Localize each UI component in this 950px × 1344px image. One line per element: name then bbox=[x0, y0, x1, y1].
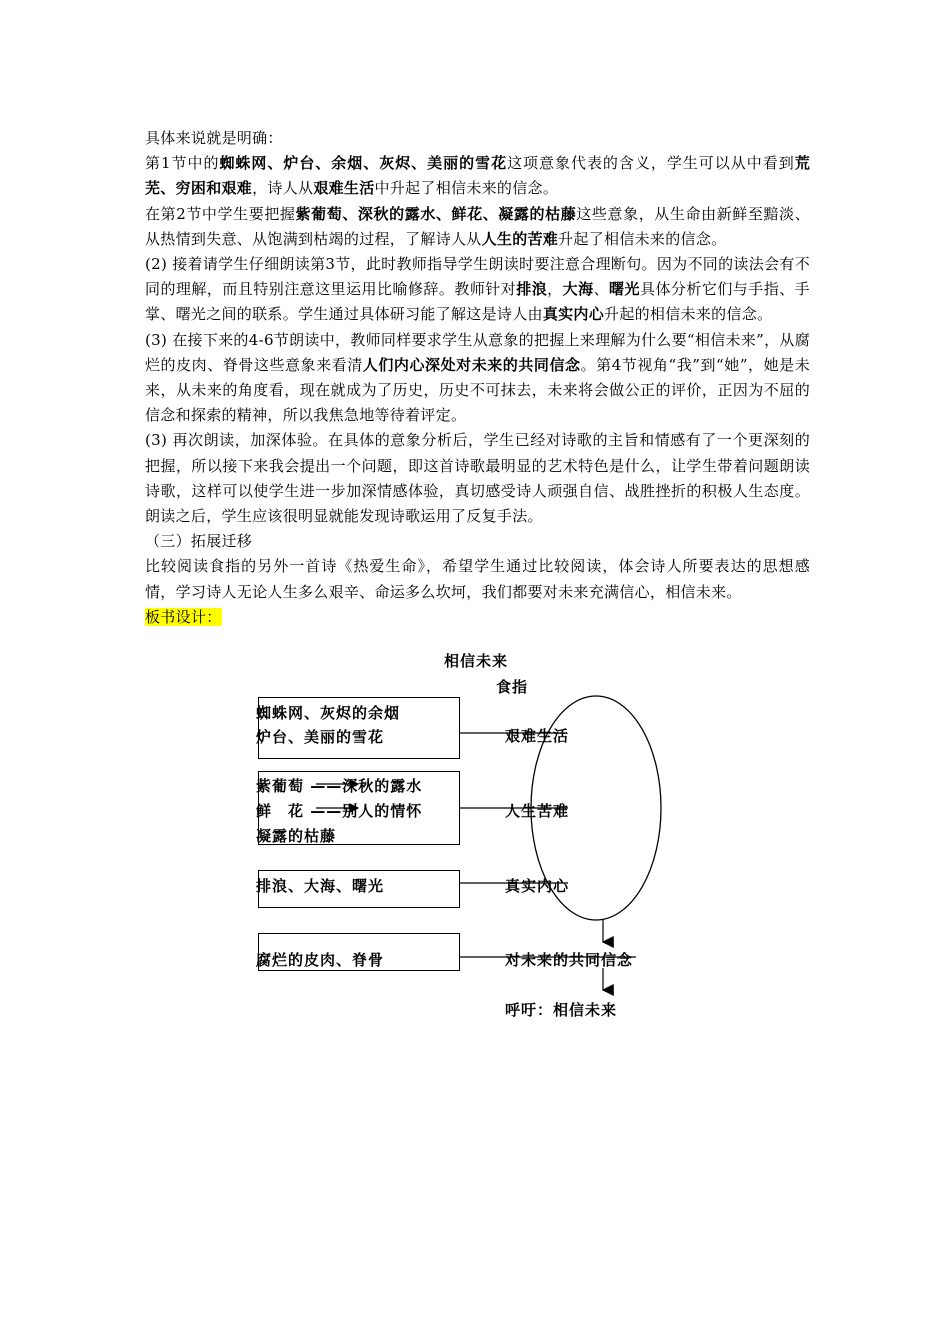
board-design-label: 板书设计： bbox=[145, 607, 222, 626]
right-label-1: 艰难生活 bbox=[505, 727, 570, 745]
paragraph-step2: (2) 接着请学生仔细朗读第3节，此时教师指导学生朗读时要注意合理断句。因为不同的读法会有不同的理解，而且特别注意这里运用比喻修辞。教师针对排浪，大海、曙光具体分析它们与手指、手掌、曙光之间的联系。学生通过具体研习能了解这是诗人由真实内心升起的相信未来的信念。 bbox=[145, 255, 810, 324]
diagram-title: 相信未来 bbox=[444, 652, 509, 670]
diagram-author: 食指 bbox=[496, 678, 529, 696]
box1-line1: 蜘蛛网、灰烬的余烟 bbox=[256, 704, 401, 722]
right-label-2: 人生苦难 bbox=[505, 802, 570, 820]
box3-line1: 排浪、大海、曙光 bbox=[256, 877, 385, 895]
box2-line1: 紫葡萄 ——深秋的露水 bbox=[256, 777, 423, 795]
box2-line2: 鲜 花 ——别人的情怀 bbox=[256, 802, 423, 820]
box2-line3: 凝露的枯藤 bbox=[256, 827, 337, 845]
box4-line1: 腐烂的皮肉、脊骨 bbox=[256, 951, 385, 969]
right-label-3: 真实内心 bbox=[505, 877, 570, 895]
paragraph-step3b: (3) 再次朗读，加深体验。在具体的意象分析后，学生已经对诗歌的主旨和情感有了一个更深刻的把握，所以接下来我会提出一个问题，即这首诗歌最明显的艺术特色是什么，让学生带着问题朗读诗歌，这样可以使学生进一步加深情感体验，真切感受诗人顽强自信、战胜挫折的积极人生态度。朗读之后，学生应该很明显就能发现诗歌运用了反复手法。 bbox=[145, 431, 810, 526]
right-label-4: 对未来的共同信念 bbox=[505, 951, 634, 969]
diagram-footer: 呼吁：相信未来 bbox=[505, 1001, 618, 1019]
section-heading-extension: （三）拓展迁移 bbox=[145, 532, 253, 551]
box1-line2: 炉台、美丽的雪花 bbox=[256, 728, 385, 746]
paragraph-extension: 比较阅读食指的另外一首诗《热爱生命》，希望学生通过比较阅读，体会诗人所要表达的思想感情，学习诗人无论人生多么艰辛、命运多么坎坷，我们都要对未来充满信心，相信未来。 bbox=[145, 557, 810, 601]
paragraph-step3: (3) 在接下来的4-6节朗读中，教师同样要求学生从意象的把握上来理解为什么要“相信未来”，从腐烂的皮肉、脊骨这些意象来看清人们内心深处对未来的共同信念。第4节视角“我”到“她”，她是未来，从未来的角度看，现在就成为了历史，历史不可抹去，未来将会做公正的评价，正因为不屈的信念和探索的精神，所以我焦急地等待着评定。 bbox=[145, 330, 811, 425]
paragraph-intro: 具体来说就是明确： bbox=[145, 129, 283, 147]
paragraph-section1: 第1节中的蜘蛛网、炉台、余烟、灰烬、美丽的雪花这项意象代表的含义，学生可以从中看到荒芜、穷困和艰难，诗人从艰难生活中升起了相信未来的信念。 bbox=[145, 154, 810, 198]
paragraph-section2: 在第2节中学生要把握紫葡萄、深秋的露水、鲜花、凝露的枯藤这些意象，从生命由新鲜至黯淡、从热情到失意、从饱满到枯竭的过程，了解诗人从人生的苦难升起了相信未来的信念。 bbox=[145, 204, 810, 248]
